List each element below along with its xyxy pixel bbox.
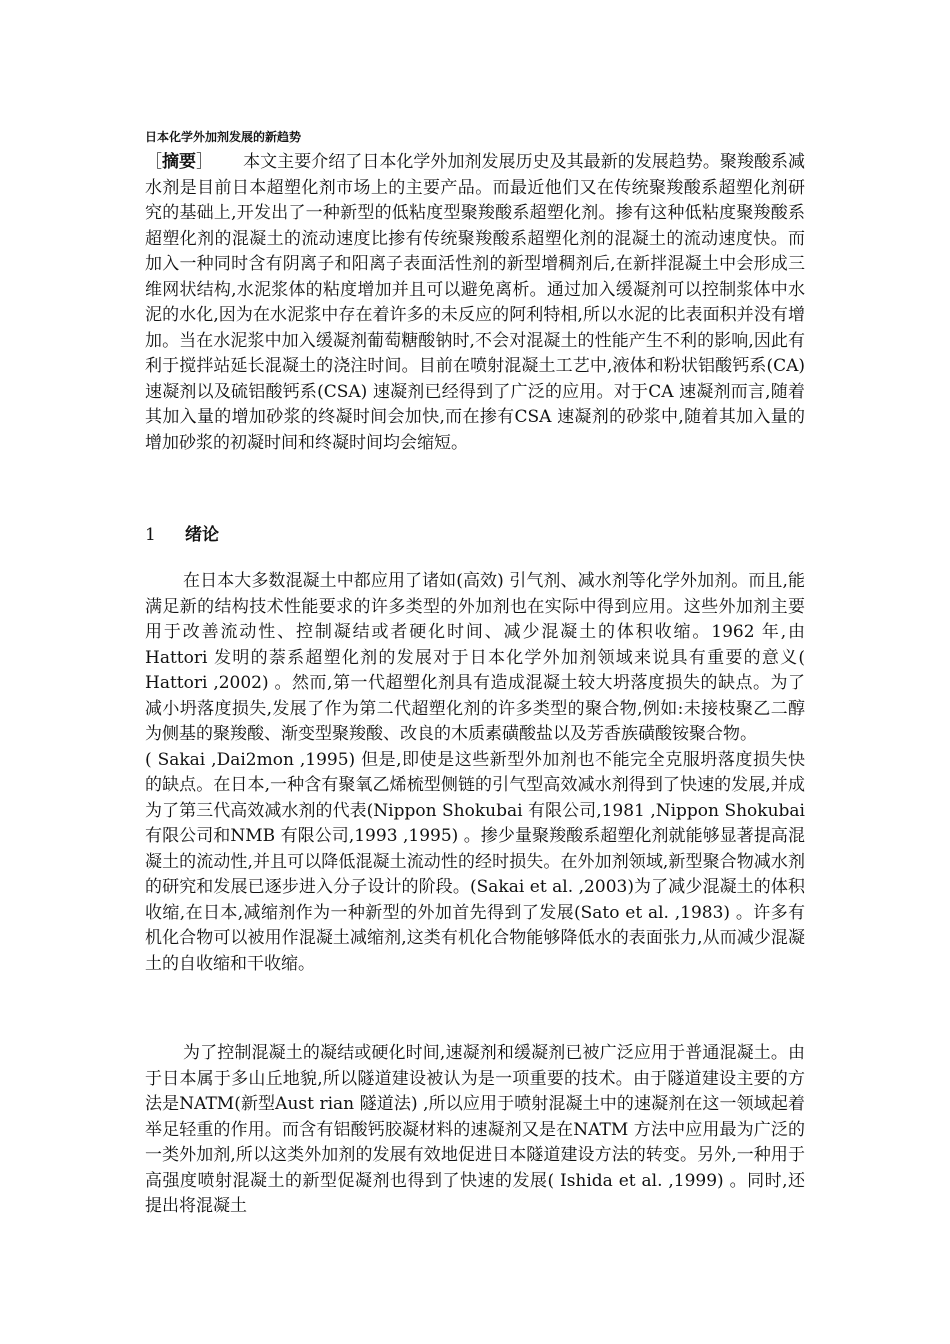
paragraph-text-continued: ( Sakai ,Dai2mon ,1995) 但是,即使是这些新型外加剂也不能完全克服坍落度损失快的缺点。在日本,一种含有聚氧乙烯梳型侧链的引气型高效减水剂得到了快速的发展,并成为了第三代高效减水剂的代表(Nippon Shokubai 有限公司,1981 ,Nippon Shokubai 有限公司和NMB 有限公司,1993 ,1995) 。掺少量聚羧酸系超塑化剂就能够显著提高混凝土的流动性,并且可以降低混凝土流动性的经时损失。在外加剂领域,新型聚合物减水剂的研究和发展已逐步进入分子设计的阶段。(Sakai et al. ,2003)为了减少混凝土的体积收缩,在日本,减缩剂作为一种新型的外加首先得到了发展(Sato et al. ,1983) 。许多有机化合物可以被用作混凝土减缩剂,这类有机化合物能够降低水的表面张力,从而减少混凝土的自收缩和干收缩。 bbox=[145, 749, 805, 974]
section-title: 绪论 bbox=[185, 525, 219, 545]
document-title: 日本化学外加剂发展的新趋势 bbox=[145, 130, 302, 144]
paragraph-text: 在日本大多数混凝土中都应用了诸如(高效) 引气剂、减水剂等化学外加剂。而且,能满足新的结构技术性能要求的许多类型的外加剂也在实际中得到应用。这些外加剂主要用于改善流动性、控制凝结或者硬化时间、减少混凝土的体积收缩。1962 年,由Hattori 发明的萘系超塑化剂的发展对于日本化学外加剂领域来说具有重要的意义( Hattori ,2002) 。然而,第一代超塑化剂具有造成混凝土较大坍落度损失的缺点。为了减小坍落度损失,发展了作为第二代超塑化剂的许多类型的聚合物,例如:未接枝聚乙二醇为侧基的聚羧酸、渐变型聚羧酸、改良的木质素磺酸盐以及芳香族磺酸铵聚合物。 bbox=[145, 571, 805, 744]
section-heading bbox=[145, 523, 219, 548]
body-paragraph-2: 为了控制混凝土的凝结或硬化时间,速凝剂和缓凝剂已被广泛应用于普通混凝土。由于日本属于多山丘地貌,所以隧道建设被认为是一项重要的技术。由于隧道建设主要的方法是NATM(新型Aust rian 隧道法) ,所以应用于喷射混凝土中的速凝剂在这一领域起着举足轻重的作用。而含有铝酸钙胶凝材料的速凝剂又是在NATM 方法中应用最为广泛的一类外加剂,所以这类外加剂的发展有效地促进日本隧道建设方法的转变。另外,一种用于高强度喷射混凝土的新型促凝剂也得到了快速的发展( Ishida et al. ,1999) 。同时,还提出将混凝土 bbox=[145, 1043, 805, 1216]
abstract-block bbox=[145, 150, 805, 456]
abstract-text: 本文主要介绍了日本化学外加剂发展历史及其最新的发展趋势。聚羧酸系减水剂是目前日本超塑化剂市场上的主要产品。而最近他们又在传统聚羧酸系超塑化剂研究的基础上,开发出了一种新型的低粘度型聚羧酸系超塑化剂。掺有这种低粘度聚羧酸系超塑化剂的混凝土的流动速度比掺有传统聚羧酸系超塑化剂的混凝土的流动速度快。而加入一种同时含有阴离子和阳离子表面活性剂的新型增稠剂后,在新拌混凝土中会形成三维网状结构,水泥浆体的粘度增加并且可以避免离析。通过加入缓凝剂可以控制浆体中水泥的水化,因为在水泥浆中存在着许多的未反应的阿利特相,所以水泥的比表面积并没有增加。当在水泥浆中加入缓凝剂葡萄糖酸钠时,不会对混凝土的性能产生不利的影响,因此有利于搅拌站延长混凝土的浇注时间。目前在喷射混凝土工艺中,液体和粉状铝酸钙系(CA) 速凝剂以及硫铝酸钙系(CSA) 速凝剂已经得到了广泛的应用。对于CA 速凝剂而言,随着其加入量的增加砂浆的终凝时间会加快,而在掺有CSA 速凝剂的砂浆中,随着其加入量的增加砂浆的初凝时间和终凝时间均会缩短。 bbox=[145, 152, 806, 453]
body-paragraph-1 bbox=[145, 569, 805, 977]
section-number: 1 bbox=[145, 525, 156, 545]
abstract-label: ［摘要］ bbox=[145, 152, 214, 172]
